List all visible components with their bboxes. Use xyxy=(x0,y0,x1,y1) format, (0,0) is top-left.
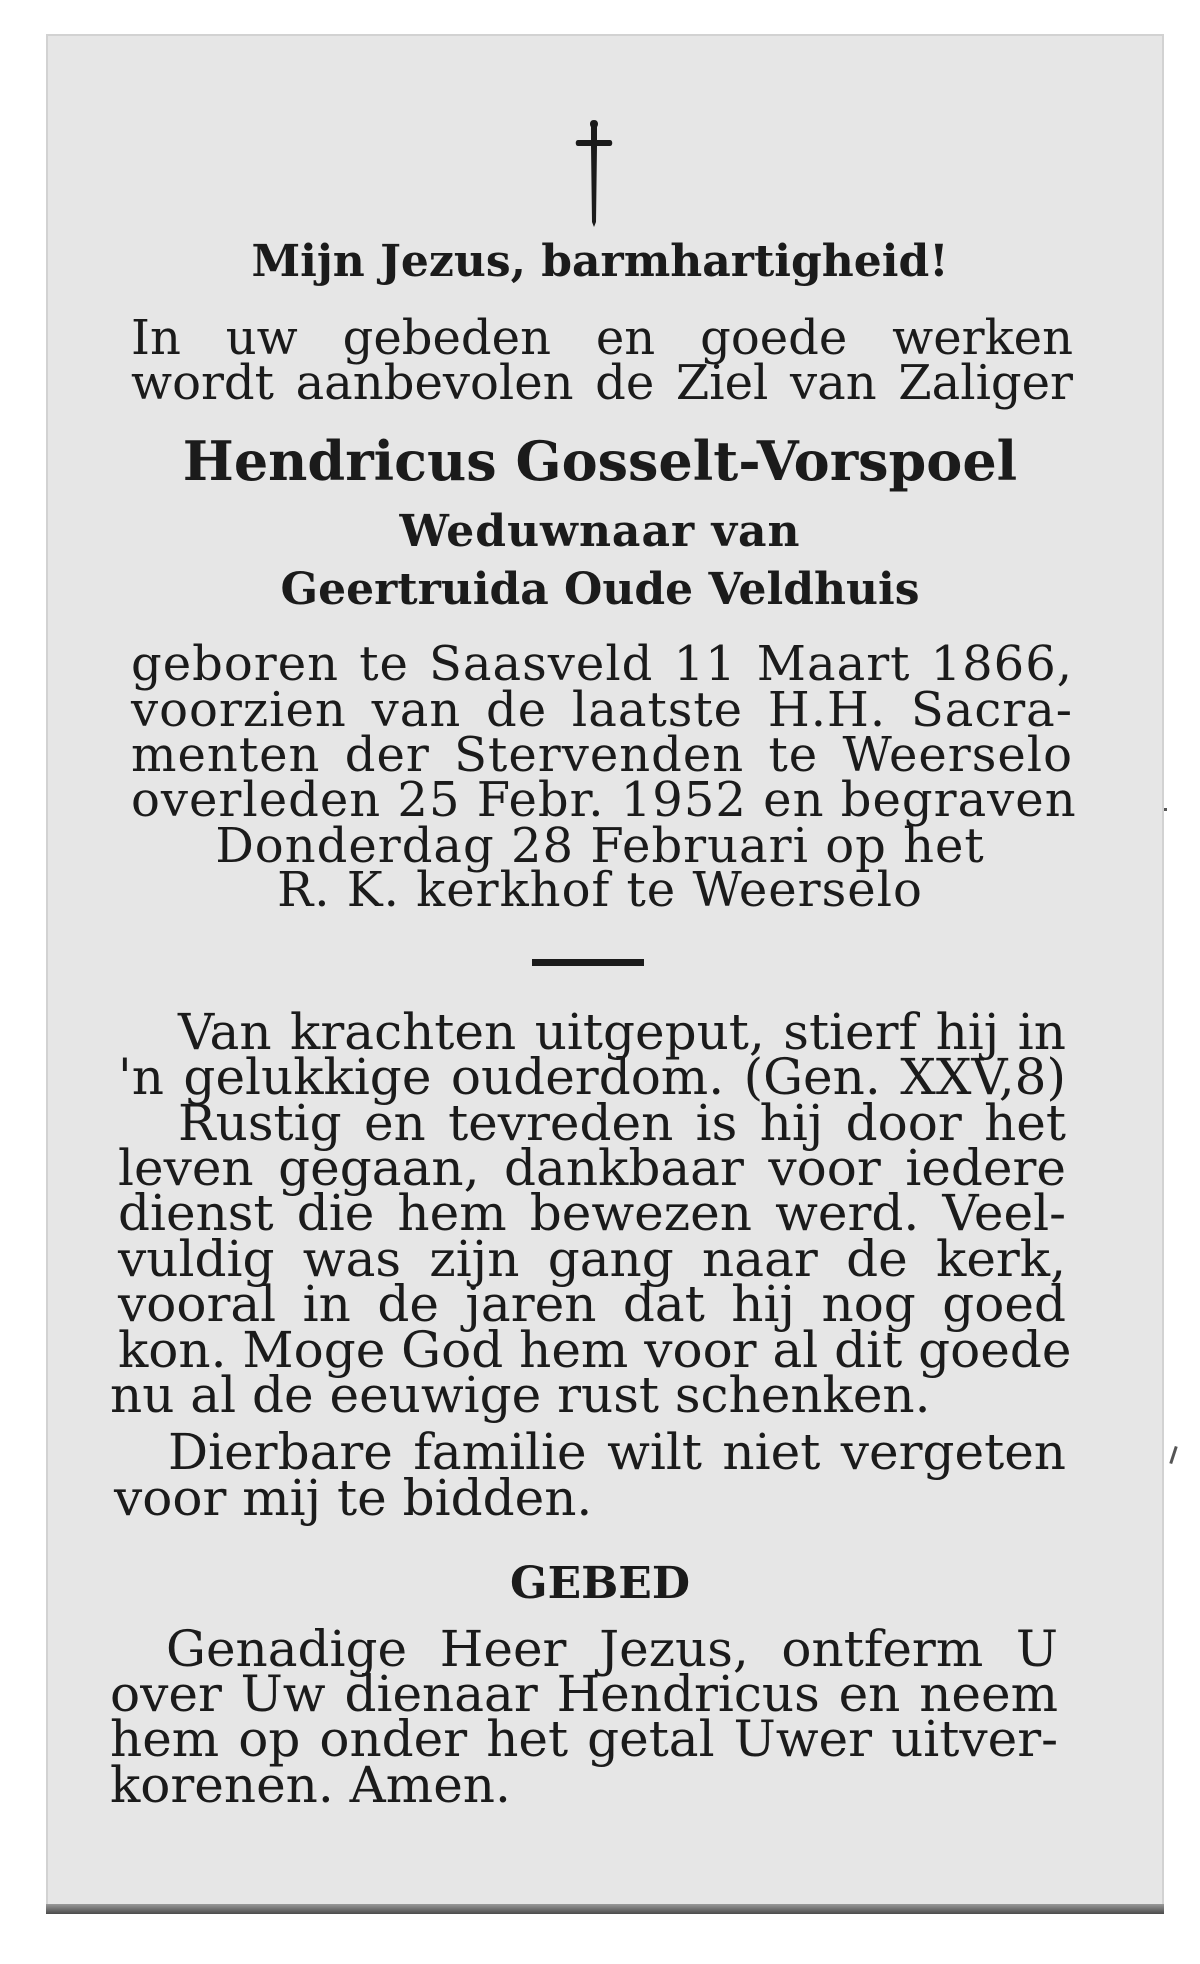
reflection-line-7: vooral in de jaren dat hij nog goed xyxy=(118,1275,1066,1333)
spouse-name: Geertruida Oude Veldhuis xyxy=(280,564,920,615)
biography-line-2: voorzien van de laatste H.H. Sacra- xyxy=(131,682,1073,738)
reflection-line-1: Van krachten uitgeput, stierf hij in xyxy=(178,1003,1066,1061)
intro-line-2: wordt aanbevolen de Ziel van Zaliger xyxy=(131,355,1073,411)
cross-icon xyxy=(574,118,614,228)
prayer-title: GEBED xyxy=(510,1558,690,1609)
biography-line-3: menten der Stervenden te Weerselo xyxy=(131,727,1073,783)
print-speck xyxy=(1164,808,1167,811)
reflection-line-6: vuldig was zijn gang naar de kerk, xyxy=(118,1230,1066,1288)
reflection-line-5: dienst die hem bewezen werd. Veel- xyxy=(118,1184,1066,1242)
reflection-line-3: Rustig en tevreden is hij door het xyxy=(178,1094,1066,1152)
prayer-line-2: over Uw dienaar Hendricus en neem xyxy=(110,1665,1058,1723)
biography-line-6: R. K. kerkhof te Weerselo xyxy=(277,862,923,918)
deceased-name: Hendricus Gosselt-Vorspoel xyxy=(182,429,1018,493)
reflection-line-4: leven gegaan, dankbaar voor iedere xyxy=(118,1139,1066,1197)
biography-line-1: geboren te Saasveld 11 Maart 1866, xyxy=(131,636,1073,692)
biography-line-5: Donderdag 28 Februari op het xyxy=(215,818,985,874)
biography-line-4: overleden 25 Febr. 1952 en begraven xyxy=(131,772,1077,828)
exclamation-heading: Mijn Jezus, barmhartigheid! xyxy=(251,236,949,287)
reflection-line-8: kon. Moge God hem voor al dit goede xyxy=(118,1321,1072,1379)
prayer-line-4: korenen. Amen. xyxy=(110,1756,511,1814)
print-speck xyxy=(1169,1446,1177,1464)
reflection-line-2: 'n gelukkige ouderdom. (Gen. XXV,8) xyxy=(118,1048,1066,1106)
reflection-line-9: nu al de eeuwige rust schenken. xyxy=(110,1366,931,1424)
request-line-1: Dierbare familie wilt niet vergeten xyxy=(168,1423,1066,1481)
intro-line-1: In uw gebeden en goede werken xyxy=(131,310,1073,366)
request-line-2: voor mij te bidden. xyxy=(114,1469,593,1527)
section-divider xyxy=(532,959,644,966)
prayer-line-1: Genadige Heer Jezus, ontferm U xyxy=(166,1620,1058,1678)
relation-label: Weduwnaar van xyxy=(399,506,801,557)
prayer-line-3: hem op onder het getal Uwer uitver- xyxy=(110,1710,1058,1768)
